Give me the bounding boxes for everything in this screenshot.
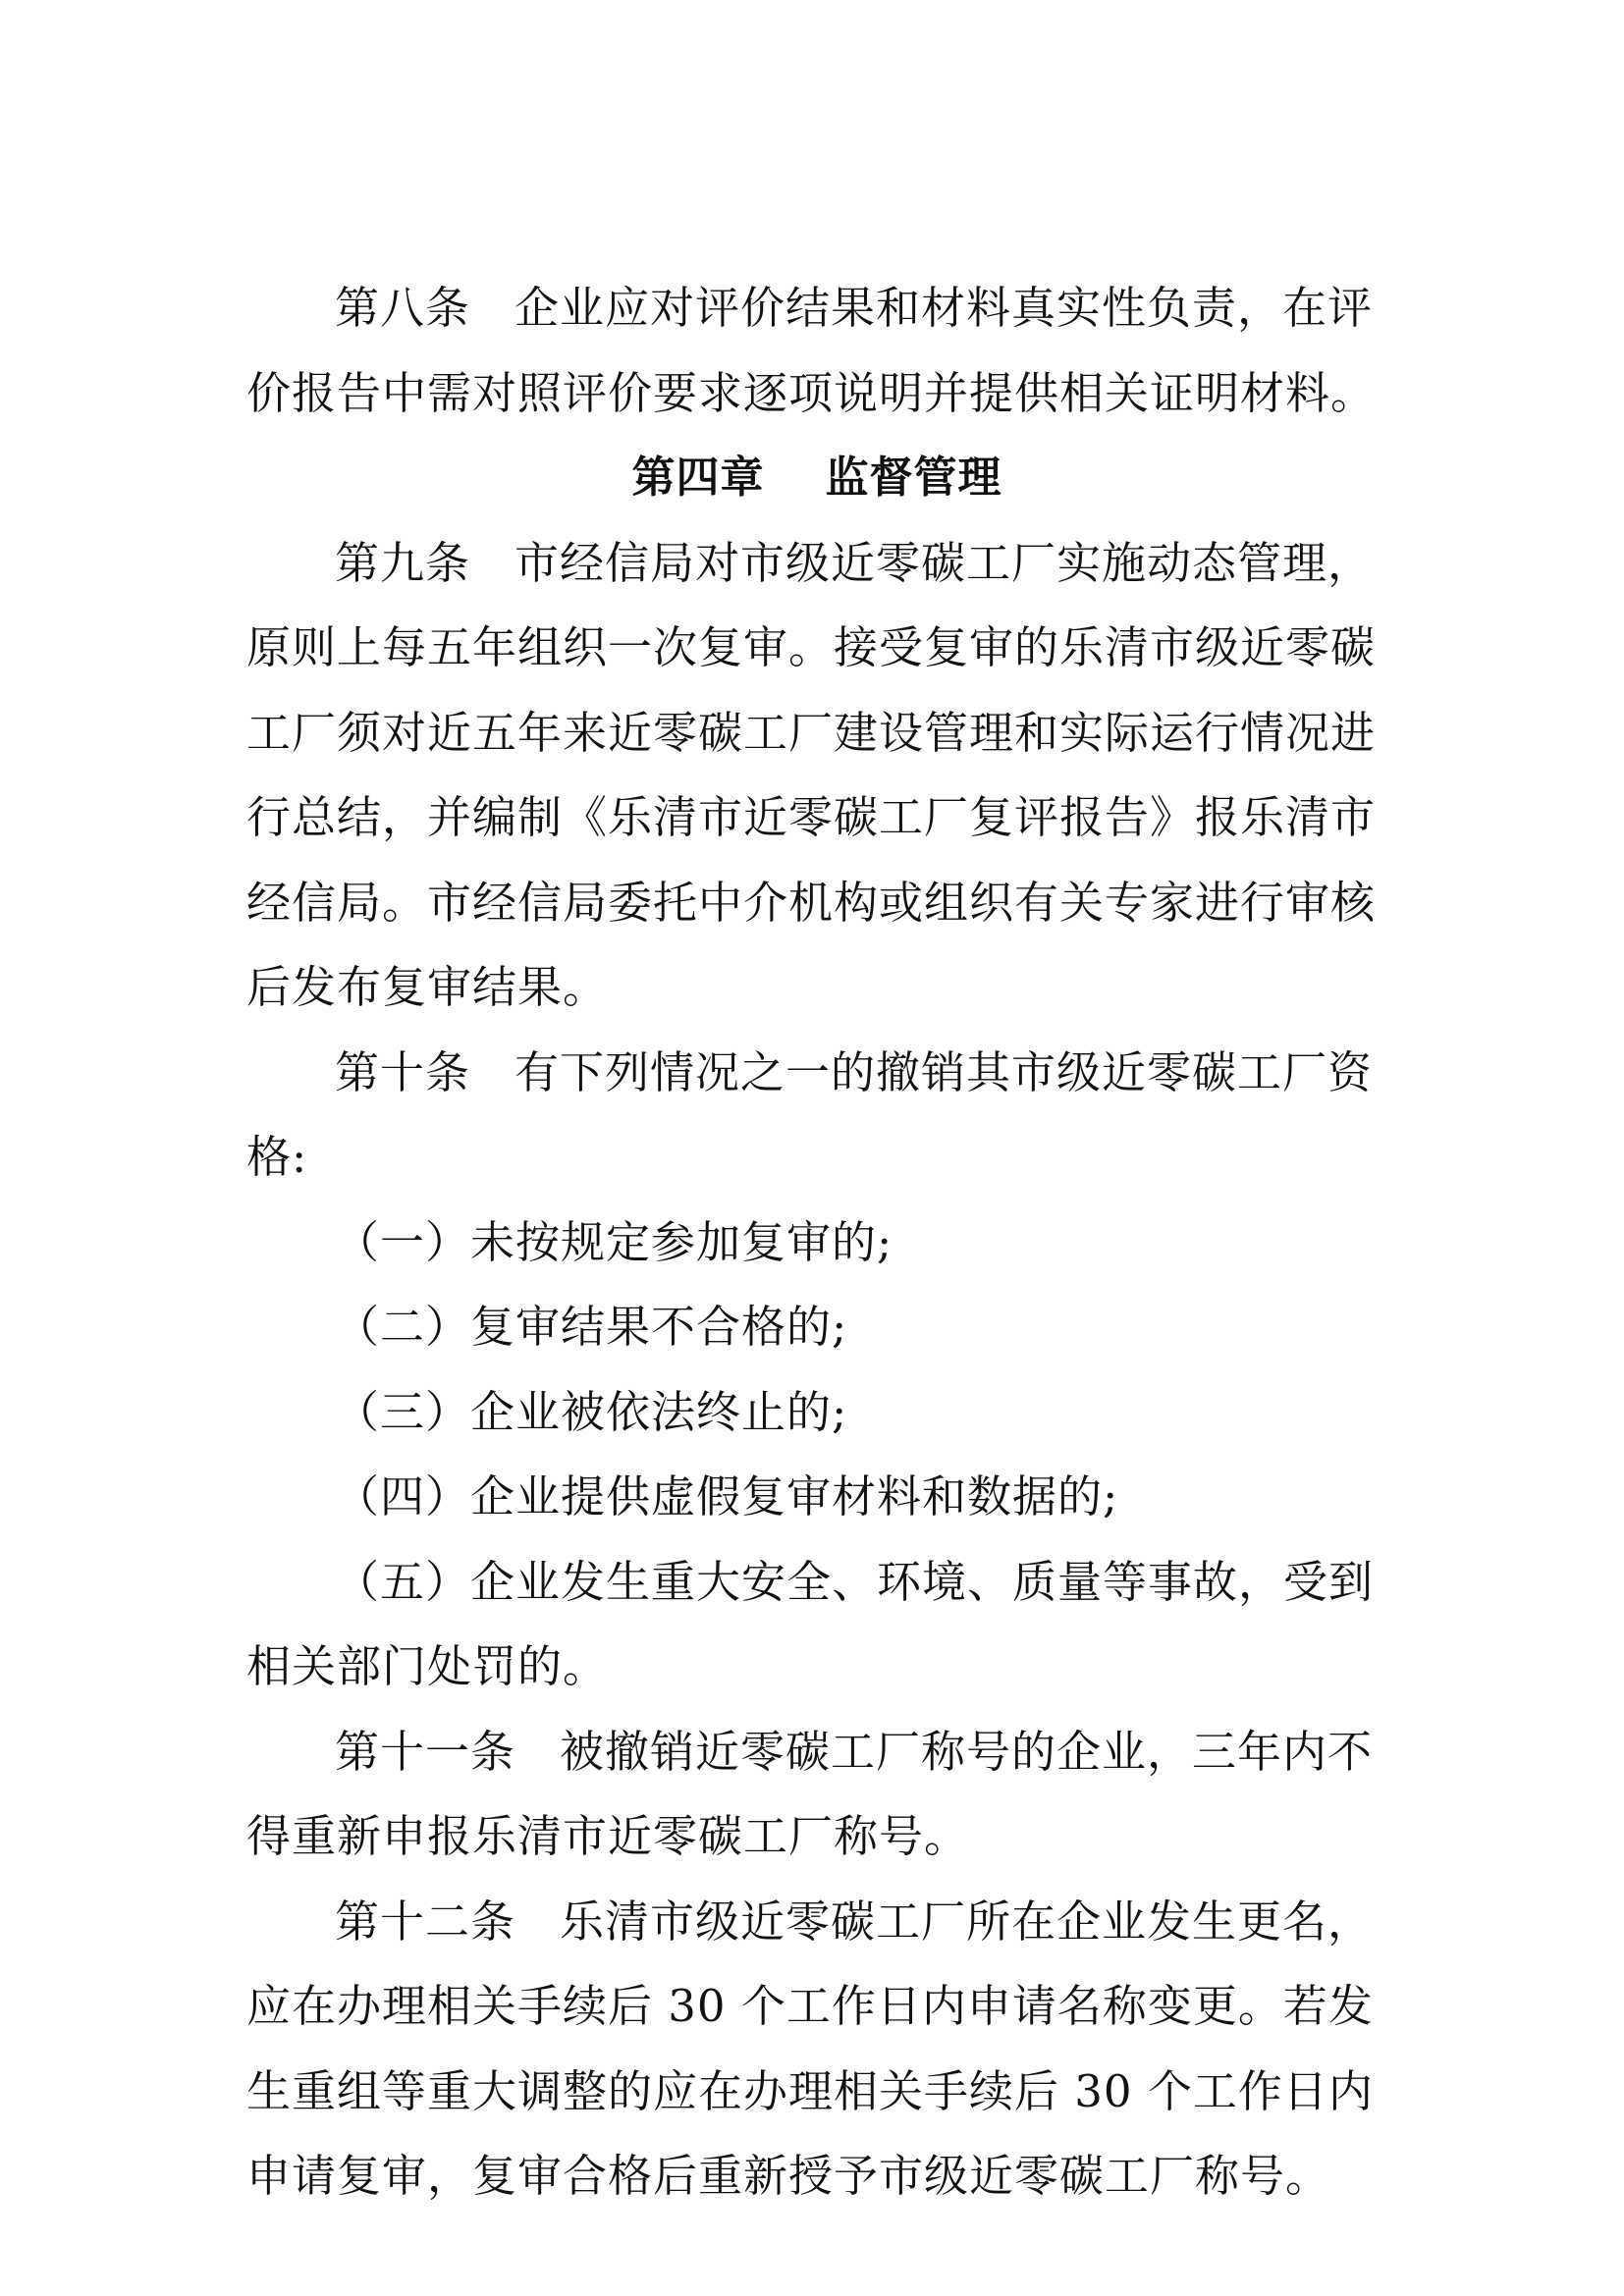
article-10-item-4: （四）企业提供虚假复审材料和数据的; [335, 1470, 1119, 1522]
article-12-text: 乐清市级近零碳工厂所在企业发生更名，应在办理相关手续后 30 个工作日内申请名称变更。若发生重组等重大调整的应在办理相关手续后 30 个工作日内申请复审，复审合格后重新授予市级近零碳工厂称号。 [246, 1895, 1374, 2202]
article-9 [246, 521, 1387, 1031]
article-11-number: 第十一条 [335, 1725, 516, 1778]
chapter-4-title: 监督管理 [825, 453, 1002, 503]
article-12-number: 第十二条 [335, 1895, 516, 1948]
article-8 [246, 266, 1387, 436]
article-9-number: 第九条 [335, 536, 471, 589]
chapter-4-heading [246, 436, 1387, 521]
chapter-4-number: 第四章 [631, 453, 765, 503]
article-10-item-3: （三）企业被依法终止的; [335, 1385, 848, 1438]
article-11 [246, 1710, 1387, 1880]
article-8-number: 第八条 [335, 282, 471, 334]
article-10-number: 第十条 [335, 1045, 471, 1098]
article-10 [246, 1031, 1387, 1201]
document-body [246, 266, 1387, 2219]
article-10-item-5: （五）企业发生重大安全、环境、质量等事故，受到相关部门处罚的。 [246, 1555, 1375, 1692]
article-11-text: 被撤销近零碳工厂称号的企业，三年内不得重新申报乐清市近零碳工厂称号。 [246, 1725, 1374, 1862]
article-10-item-2: （二）复审结果不合格的; [335, 1301, 848, 1353]
article-12 [246, 1880, 1387, 2219]
article-8-text: 企业应对评价结果和材料真实性负责，在评价报告中需对照评价要求逐项说明并提供相关证明材料。 [246, 282, 1377, 419]
article-10-item-1: （一）未按规定参加复审的; [335, 1215, 893, 1268]
article-10-text: 有下列情况之一的撤销其市级近零碳工厂资格: [246, 1045, 1374, 1183]
article-9-text: 市经信局对市级近零碳工厂实施动态管理，原则上每五年组织一次复审。接受复审的乐清市级近零碳工厂须对近五年来近零碳工厂建设管理和实际运行情况进行总结，并编制《乐清市近零碳工厂复评报告》报乐清市经信局。市经信局委托中介机构或组织有关专家进行审核后发布复审结果。 [246, 536, 1377, 1013]
